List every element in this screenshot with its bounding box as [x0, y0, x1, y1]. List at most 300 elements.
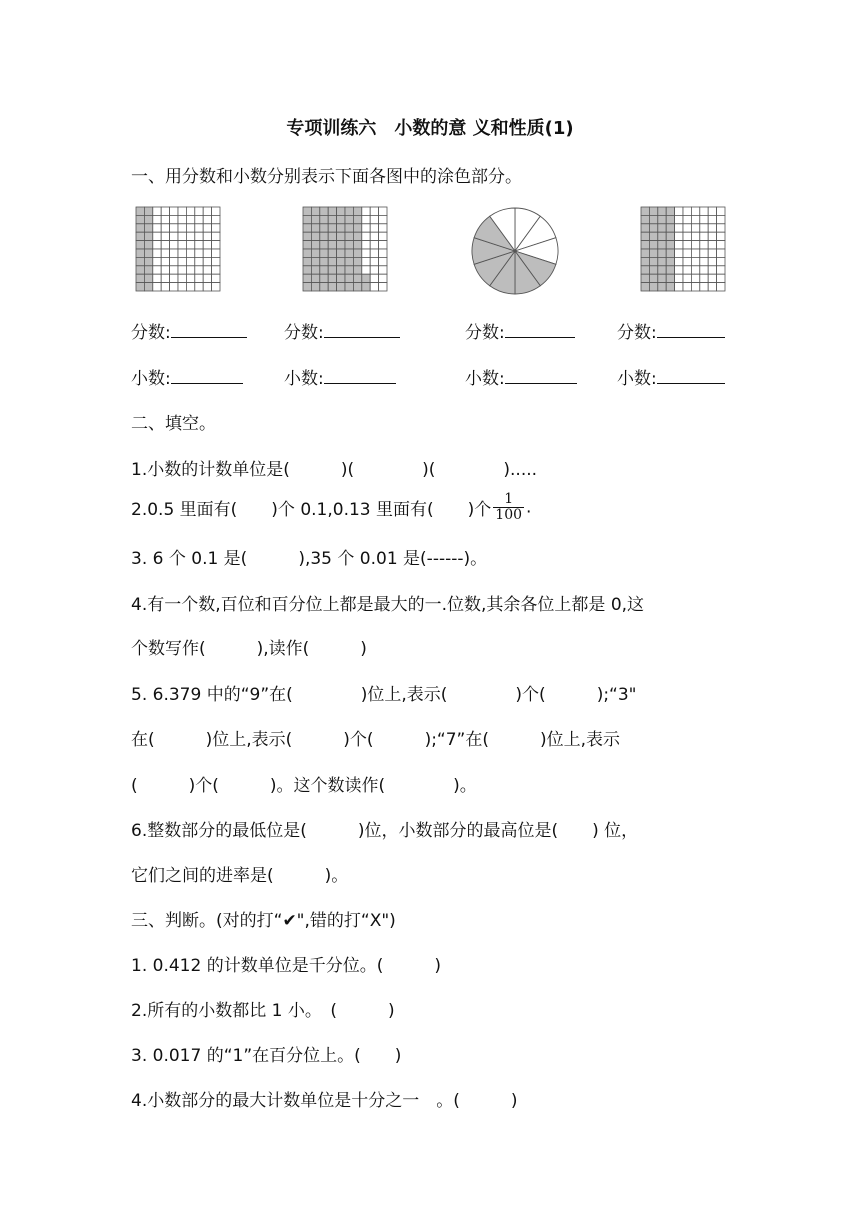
grid-cell-shaded [345, 232, 353, 240]
grid-cell-shaded [649, 232, 657, 240]
grid-cell-shaded [345, 215, 353, 223]
grid-cell [195, 283, 203, 291]
grid-cell [186, 257, 194, 265]
grid-cell-shaded [641, 283, 649, 291]
grid-cell-shaded [311, 274, 319, 282]
grid-cell-shaded [303, 266, 311, 274]
grid-cell [203, 257, 211, 265]
grid-cell-shaded [353, 283, 361, 291]
grid-cell [170, 207, 178, 215]
grid-cell-shaded [345, 241, 353, 249]
grid-cell-shaded [320, 266, 328, 274]
grid-cell-shaded [311, 215, 319, 223]
grid-cell [708, 283, 716, 291]
grid-cell [153, 257, 161, 265]
grid-cell [362, 207, 370, 215]
grid-cell-shaded [303, 207, 311, 215]
grid-cell [161, 224, 169, 232]
grid-cell-shaded [649, 241, 657, 249]
grid-cell [186, 249, 194, 257]
grid-cell [700, 266, 708, 274]
grid-cell-shaded [666, 257, 674, 265]
grid-cell [675, 207, 683, 215]
grid-cell [170, 232, 178, 240]
grid-cell [362, 257, 370, 265]
grid-cell [212, 232, 220, 240]
grid-cell [362, 241, 370, 249]
fraction-denominator: 100 [495, 507, 523, 523]
grid-cell-shaded [136, 257, 144, 265]
grid-cell [170, 283, 178, 291]
grid-cell [362, 266, 370, 274]
grid-cell-shaded [328, 266, 336, 274]
grid-cell-shaded [136, 274, 144, 282]
grid-cell [675, 215, 683, 223]
question-2-1: 1.小数的计数单位是( )( )( )..... [131, 460, 538, 480]
grid-cell [708, 224, 716, 232]
grid-cell-shaded [337, 266, 345, 274]
grid-cell-shaded [666, 249, 674, 257]
decimal-label: 小数: [284, 369, 324, 389]
grid-cell-shaded [666, 283, 674, 291]
grid-cell [170, 249, 178, 257]
grid-cell [161, 249, 169, 257]
question-2-6a: 6.整数部分的最低位是( )位，小数部分的最高位是( ) 位， [131, 821, 639, 841]
grid-cell-shaded [353, 241, 361, 249]
grid-cell [161, 241, 169, 249]
grid-cell-shaded [337, 207, 345, 215]
grid-cell [683, 207, 691, 215]
grid-cell-shaded [337, 232, 345, 240]
grid-cell [370, 249, 378, 257]
grid-cell [683, 224, 691, 232]
fraction-label: 分数: [284, 323, 324, 343]
grid-cell [178, 283, 186, 291]
grid-cell-shaded [649, 215, 657, 223]
grid-cell [379, 274, 387, 282]
grid-cell [212, 224, 220, 232]
grid-cell [700, 257, 708, 265]
grid-cell [717, 249, 725, 257]
grid-cell [370, 266, 378, 274]
judge-item-3: 3. 0.017 的“1”在百分位上。( ) [131, 1046, 402, 1066]
grid-cell-shaded [328, 241, 336, 249]
grid-cell [195, 232, 203, 240]
grid-cell-shaded [320, 215, 328, 223]
grid-cell [683, 232, 691, 240]
grid-cell [691, 249, 699, 257]
answer-blank[interactable] [171, 367, 243, 384]
grid-cell [161, 283, 169, 291]
grid-cell [700, 224, 708, 232]
figure-grid-1 [134, 205, 224, 295]
grid-cell [186, 224, 194, 232]
question-2-4a: 4.有一个数,百位和百分位上都是最大的一.位数,其余各位上都是 0,这 [131, 595, 645, 615]
answer-blank[interactable] [324, 367, 396, 384]
grid-cell [186, 207, 194, 215]
grid-cell [708, 215, 716, 223]
grid-cell-shaded [303, 241, 311, 249]
grid-cell-shaded [337, 283, 345, 291]
grid-cell [186, 232, 194, 240]
grid-cell [362, 215, 370, 223]
judge-item-1: 1. 0.412 的计数单位是千分位。( ) [131, 956, 441, 976]
grid-cell-shaded [666, 207, 674, 215]
grid-cell [708, 274, 716, 282]
grid-cell [370, 274, 378, 282]
grid-cell-shaded [303, 232, 311, 240]
grid-cell [379, 266, 387, 274]
grid-cell [700, 207, 708, 215]
section2-heading: 二、填空。 [131, 414, 216, 434]
grid-cell [717, 266, 725, 274]
question-2-5c: ( )个( )。这个数读作( )。 [131, 776, 477, 796]
grid-cell-shaded [345, 249, 353, 257]
grid-cell [195, 249, 203, 257]
grid-cell [212, 283, 220, 291]
grid-cell-shaded [345, 266, 353, 274]
grid-cell [683, 215, 691, 223]
grid-cell [708, 257, 716, 265]
answer-blank[interactable] [657, 321, 725, 338]
grid-cell-shaded [311, 249, 319, 257]
grid-cell [370, 224, 378, 232]
grid-cell-shaded [641, 207, 649, 215]
grid-cell [691, 224, 699, 232]
grid-cell [717, 215, 725, 223]
grid-cell [212, 241, 220, 249]
grid-cell-shaded [353, 257, 361, 265]
grid-cell [153, 266, 161, 274]
question-2-3: 3. 6 个 0.1 是( ),35 个 0.01 是(------)。 [131, 549, 488, 569]
grid-cell [195, 266, 203, 274]
judge-item-4: 4.小数部分的最大计数单位是十分之一 。( ) [131, 1091, 518, 1111]
grid-cell [170, 274, 178, 282]
grid-cell [717, 224, 725, 232]
grid-cell-shaded [303, 215, 311, 223]
grid-cell [170, 266, 178, 274]
grid-cell-shaded [345, 257, 353, 265]
fraction-one-hundredth [493, 492, 524, 523]
grid-cell-shaded [144, 257, 152, 265]
page-title: 专项训练六 小数的意 义和性质(1) [286, 118, 574, 139]
grid-cell-shaded [136, 207, 144, 215]
grid-cell-shaded [649, 266, 657, 274]
grid-cell [212, 257, 220, 265]
grid-cell [153, 215, 161, 223]
grid-cell [700, 249, 708, 257]
grid-cell [153, 283, 161, 291]
grid-cell [153, 224, 161, 232]
grid-cell [195, 241, 203, 249]
grid-cell [691, 274, 699, 282]
grid-cell [170, 257, 178, 265]
grid-cell [700, 283, 708, 291]
grid-cell [212, 266, 220, 274]
grid-cell [683, 241, 691, 249]
fraction-numerator: 1 [493, 492, 524, 508]
grid-cell [362, 232, 370, 240]
grid-cell-shaded [658, 232, 666, 240]
grid-cell [691, 241, 699, 249]
fraction-label: 分数: [465, 323, 505, 343]
grid-cell-shaded [337, 241, 345, 249]
grid-cell-shaded [144, 266, 152, 274]
grid-cell [708, 249, 716, 257]
grid-cell-shaded [328, 224, 336, 232]
grid-cell [161, 257, 169, 265]
grid-cell [379, 283, 387, 291]
decimal-answer-2 [284, 364, 396, 389]
grid-cell [717, 232, 725, 240]
grid-cell-shaded [311, 283, 319, 291]
grid-cell-shaded [658, 241, 666, 249]
answer-blank[interactable] [657, 367, 725, 384]
section3-heading: 三、判断。(对的打“✔",错的打“X") [131, 911, 396, 931]
grid-cell [170, 241, 178, 249]
grid-cell-shaded [144, 215, 152, 223]
grid-cell-shaded [345, 207, 353, 215]
grid-cell [675, 224, 683, 232]
figure-circle [469, 205, 561, 297]
grid-cell [370, 232, 378, 240]
grid-cell [700, 232, 708, 240]
grid-cell-shaded [658, 207, 666, 215]
grid-cell-shaded [136, 249, 144, 257]
grid-cell [203, 224, 211, 232]
grid-cell-shaded [666, 266, 674, 274]
grid-cell [195, 274, 203, 282]
grid-cell [195, 224, 203, 232]
grid-cell [675, 232, 683, 240]
grid-cell-shaded [641, 249, 649, 257]
grid-cell-shaded [658, 283, 666, 291]
decimal-answer-4 [617, 364, 725, 389]
grid-cell [178, 232, 186, 240]
grid-cell-shaded [337, 215, 345, 223]
grid-cell [708, 241, 716, 249]
grid-cell [203, 241, 211, 249]
grid-cell [717, 283, 725, 291]
grid-cell-shaded [649, 274, 657, 282]
grid-cell-shaded [345, 283, 353, 291]
grid-cell-shaded [320, 274, 328, 282]
grid-cell [203, 266, 211, 274]
grid-cell-shaded [328, 215, 336, 223]
grid-cell [153, 274, 161, 282]
figure-grid-3 [639, 205, 729, 295]
grid-cell [203, 215, 211, 223]
grid-cell-shaded [658, 224, 666, 232]
fraction-label: 分数: [131, 323, 171, 343]
grid-cell [203, 207, 211, 215]
grid-cell [683, 266, 691, 274]
grid-cell [178, 249, 186, 257]
grid-cell-shaded [303, 274, 311, 282]
fraction-answer-4 [617, 318, 725, 343]
grid-cell [708, 266, 716, 274]
grid-cell [212, 249, 220, 257]
grid-cell [186, 283, 194, 291]
question-2-4b: 个数写作( ),读作( ) [131, 639, 367, 659]
grid-cell-shaded [353, 224, 361, 232]
grid-cell [203, 283, 211, 291]
grid-cell [683, 283, 691, 291]
answer-blank[interactable] [505, 367, 577, 384]
grid-cell-shaded [328, 232, 336, 240]
question-text-end: . [526, 497, 532, 518]
grid-cell [212, 215, 220, 223]
grid-cell [379, 215, 387, 223]
grid-cell [178, 266, 186, 274]
grid-cell-shaded [362, 283, 370, 291]
figure-grid-2 [301, 205, 391, 295]
grid-cell-shaded [311, 266, 319, 274]
grid-cell-shaded [353, 266, 361, 274]
grid-cell [379, 241, 387, 249]
grid-cell-shaded [144, 249, 152, 257]
grid-cell [691, 283, 699, 291]
grid-cell-shaded [658, 266, 666, 274]
grid-cell [370, 207, 378, 215]
grid-cell [370, 257, 378, 265]
grid-cell-shaded [658, 257, 666, 265]
answer-blank[interactable] [505, 321, 575, 338]
grid-cell [379, 207, 387, 215]
grid-cell [161, 266, 169, 274]
grid-cell-shaded [337, 257, 345, 265]
grid-cell-shaded [311, 224, 319, 232]
grid-cell-shaded [337, 224, 345, 232]
grid-cell-shaded [320, 232, 328, 240]
grid-cell-shaded [649, 257, 657, 265]
grid-cell [675, 274, 683, 282]
grid-cell-shaded [311, 257, 319, 265]
question-text: 2.0.5 里面有( )个 0.1,0.13 里面有( )个 [131, 500, 492, 520]
grid-cell [161, 232, 169, 240]
grid-cell [178, 215, 186, 223]
grid-cell [195, 215, 203, 223]
grid-cell [362, 224, 370, 232]
grid-cell-shaded [658, 274, 666, 282]
grid-cell-shaded [649, 207, 657, 215]
grid-cell-shaded [641, 232, 649, 240]
grid-cell-shaded [641, 257, 649, 265]
answer-blank[interactable] [171, 321, 247, 338]
grid-cell-shaded [641, 224, 649, 232]
grid-cell-shaded [320, 224, 328, 232]
judge-item-2: 2.所有的小数都比 1 小。 ( ) [131, 1001, 395, 1021]
grid-cell [178, 207, 186, 215]
grid-cell [178, 274, 186, 282]
grid-cell [178, 224, 186, 232]
grid-cell-shaded [320, 241, 328, 249]
grid-cell-shaded [136, 241, 144, 249]
fraction-answer-3 [465, 318, 575, 343]
grid-cell [212, 207, 220, 215]
grid-cell-shaded [136, 283, 144, 291]
grid-cell-shaded [345, 224, 353, 232]
grid-cell-shaded [311, 241, 319, 249]
grid-cell [717, 274, 725, 282]
grid-cell-shaded [320, 257, 328, 265]
grid-cell [700, 241, 708, 249]
grid-cell-shaded [649, 224, 657, 232]
grid-cell [186, 241, 194, 249]
grid-cell-shaded [144, 283, 152, 291]
grid-cell [203, 232, 211, 240]
grid-cell [195, 207, 203, 215]
decimal-label: 小数: [617, 369, 657, 389]
grid-cell-shaded [311, 232, 319, 240]
grid-cell-shaded [345, 274, 353, 282]
grid-cell-shaded [311, 207, 319, 215]
question-2-5b: 在( )位上,表示( )个( );“7”在( )位上,表示 [131, 730, 621, 750]
grid-cell [161, 207, 169, 215]
grid-cell-shaded [136, 266, 144, 274]
fraction-answer-1 [131, 318, 247, 343]
grid-cell [379, 232, 387, 240]
grid-cell-shaded [353, 249, 361, 257]
grid-cell [691, 266, 699, 274]
grid-cell [675, 249, 683, 257]
grid-cell-shaded [658, 249, 666, 257]
grid-cell [708, 207, 716, 215]
answer-blank[interactable] [324, 321, 400, 338]
grid-cell [186, 215, 194, 223]
grid-cell-shaded [337, 249, 345, 257]
grid-cell [379, 224, 387, 232]
grid-cell-shaded [641, 266, 649, 274]
grid-cell-shaded [353, 232, 361, 240]
grid-cell-shaded [641, 215, 649, 223]
grid-cell [691, 215, 699, 223]
grid-cell [178, 241, 186, 249]
grid-cell [683, 274, 691, 282]
grid-cell [186, 266, 194, 274]
grid-cell [170, 224, 178, 232]
grid-cell [708, 232, 716, 240]
decimal-answer-3 [465, 364, 577, 389]
grid-cell-shaded [328, 274, 336, 282]
grid-cell-shaded [303, 257, 311, 265]
grid-cell [717, 207, 725, 215]
grid-cell-shaded [328, 207, 336, 215]
grid-cell [683, 257, 691, 265]
grid-cell [161, 274, 169, 282]
grid-cell [379, 249, 387, 257]
grid-cell-shaded [303, 249, 311, 257]
grid-cell [675, 241, 683, 249]
grid-cell-shaded [641, 241, 649, 249]
grid-cell-shaded [144, 232, 152, 240]
grid-cell-shaded [337, 274, 345, 282]
grid-cell-shaded [303, 224, 311, 232]
grid-cell-shaded [320, 249, 328, 257]
grid-cell-shaded [320, 283, 328, 291]
fraction-answer-2 [284, 318, 400, 343]
grid-cell-shaded [353, 274, 361, 282]
grid-cell [675, 257, 683, 265]
grid-cell-shaded [136, 232, 144, 240]
grid-cell [370, 215, 378, 223]
grid-cell-shaded [320, 207, 328, 215]
grid-cell-shaded [666, 241, 674, 249]
grid-cell [153, 207, 161, 215]
grid-cell [717, 241, 725, 249]
grid-cell-shaded [144, 274, 152, 282]
decimal-label: 小数: [131, 369, 171, 389]
